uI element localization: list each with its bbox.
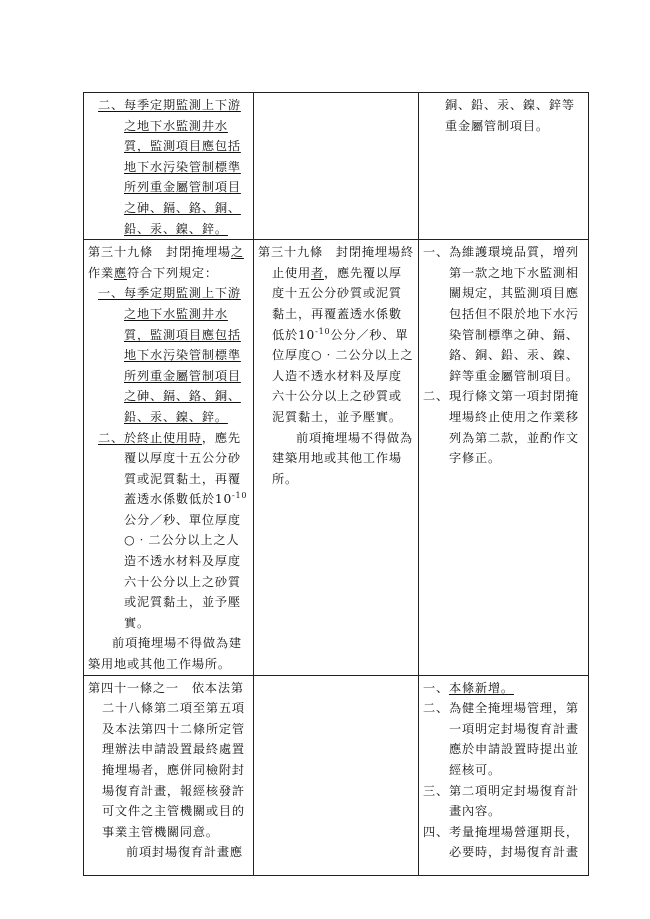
item-label: 二、 xyxy=(423,389,449,404)
explanation-cell xyxy=(419,93,589,240)
item-text: 現行條文第一項封閉掩埋場終止使用之作業移列為第二款，並酌作文字修正。 xyxy=(448,389,579,466)
item-label: 一、 xyxy=(423,680,449,695)
item-label: 一、 xyxy=(98,286,124,301)
list-item xyxy=(88,428,249,634)
current-article-cell xyxy=(254,93,419,240)
list-item xyxy=(88,283,249,427)
item-text: 公分／秒、單位厚度○‧二公分以上之人造不透水材料及厚度六十公分以上之砂質或泥質黏土，並予壓實。 xyxy=(123,512,241,630)
table-row xyxy=(84,240,589,675)
proposed-article-cell xyxy=(84,675,254,875)
heading-text: 第三十九條 封閉掩埋場 xyxy=(88,245,231,260)
item-text: 為維護環境品質，增列第一款之地下水監測相關規定，其監測項目應包括但不限於地下水污染管制標準之砷、鎘、鉻、銅、鉛、汞、鎳、鋅等重金屬管制項目。 xyxy=(448,245,579,383)
list-item xyxy=(423,678,584,699)
comparison-table xyxy=(83,92,589,876)
article-heading: 第四十一條之一 依本法第二十八條第二項至第五項及本法第四十二條所定管理辦法申請設置最終處置掩埋場者，應併同檢附封場復育計畫，報經核發許可文件之主管機關或目的事業主管機關同意。 xyxy=(88,680,245,839)
current-article-cell xyxy=(254,675,419,875)
heading-text: ，應先覆以厚度十五公分砂質或泥質黏土，再覆蓋透水係數低於10 xyxy=(272,265,402,342)
explanation-cell xyxy=(419,240,589,675)
item-text: 第二項明定封場復育計畫內容。 xyxy=(448,783,579,819)
list-item xyxy=(423,242,584,386)
document-page xyxy=(83,92,588,876)
heading-text: 作業 xyxy=(88,265,114,280)
item-text: 為健全掩埋場管理，第一項明定封場復育計畫應於申請設置時提出並經核可。 xyxy=(448,701,579,777)
item-label: 二、 xyxy=(98,98,124,112)
item-label: 三、 xyxy=(423,783,449,798)
current-article-cell xyxy=(254,240,419,675)
heading-text-underlined: 者 xyxy=(310,265,324,280)
table-row xyxy=(84,675,589,875)
table-row xyxy=(84,93,589,240)
article-heading xyxy=(258,242,414,427)
item-label: 二、 xyxy=(423,701,449,716)
item-text: 每季定期監測上下游之地下水監測井水質，監測項目應包括地下水污染管制標準所列重金屬管制項目之砷、鎘、鉻、銅、鉛、汞、鎳、鋅。 xyxy=(123,98,241,236)
article-paragraph: 前項封場復育計畫應 xyxy=(126,845,243,860)
proposed-article-cell xyxy=(84,93,254,240)
item-text-underlined: 於終止使用時 xyxy=(123,430,202,445)
item-text: 考量掩埋場營運期長，必要時，封場復育計畫 xyxy=(448,824,579,860)
list-item xyxy=(88,95,249,239)
heading-text: 第三十九條 封閉掩埋場終止使用 xyxy=(258,245,414,280)
exponent: -10 xyxy=(232,491,248,501)
proposed-article-cell xyxy=(84,240,254,675)
item-label: 四、 xyxy=(423,824,449,839)
heading-text-underlined: 應 xyxy=(113,265,127,280)
item-label: 一、 xyxy=(423,245,449,260)
list-item xyxy=(423,698,584,780)
explanation-continuation: 銅、鉛、汞、鎳、鋅等重金屬管制項目。 xyxy=(445,98,575,133)
article-heading xyxy=(88,242,249,283)
item-text: 每季定期監測上下游之地下水監測井水質，監測項目應包括地下水污染管制標準所列重金屬管制項目之砷、鎘、鉻、銅、鉛、汞、鎳、鋅。 xyxy=(123,286,241,424)
explanation-cell xyxy=(419,675,589,875)
list-item xyxy=(423,781,584,822)
exponent: -10 xyxy=(315,326,331,336)
list-item xyxy=(423,822,584,863)
item-label: 二、 xyxy=(98,430,124,445)
item-text: 本條新增。 xyxy=(448,680,514,695)
article-paragraph: 前項掩埋場不得做為建築用地或其他工作場所。 xyxy=(88,636,242,672)
heading-text: 符合下列規定： xyxy=(126,265,218,280)
heading-text-underlined: 之 xyxy=(230,245,244,260)
heading-text: 公分／秒、單位厚度○‧二公分以上之人造不透水材料及厚度六十公分以上之砂質或泥質黏土，並予壓實。 xyxy=(272,327,414,424)
article-paragraph: 前項掩埋場不得做為建築用地或其他工作場所。 xyxy=(272,430,413,486)
list-item xyxy=(423,386,584,468)
item-text: ，應先覆以厚度十五公分砂質或泥質黏土，再覆蓋透水係數低於10 xyxy=(123,430,241,507)
